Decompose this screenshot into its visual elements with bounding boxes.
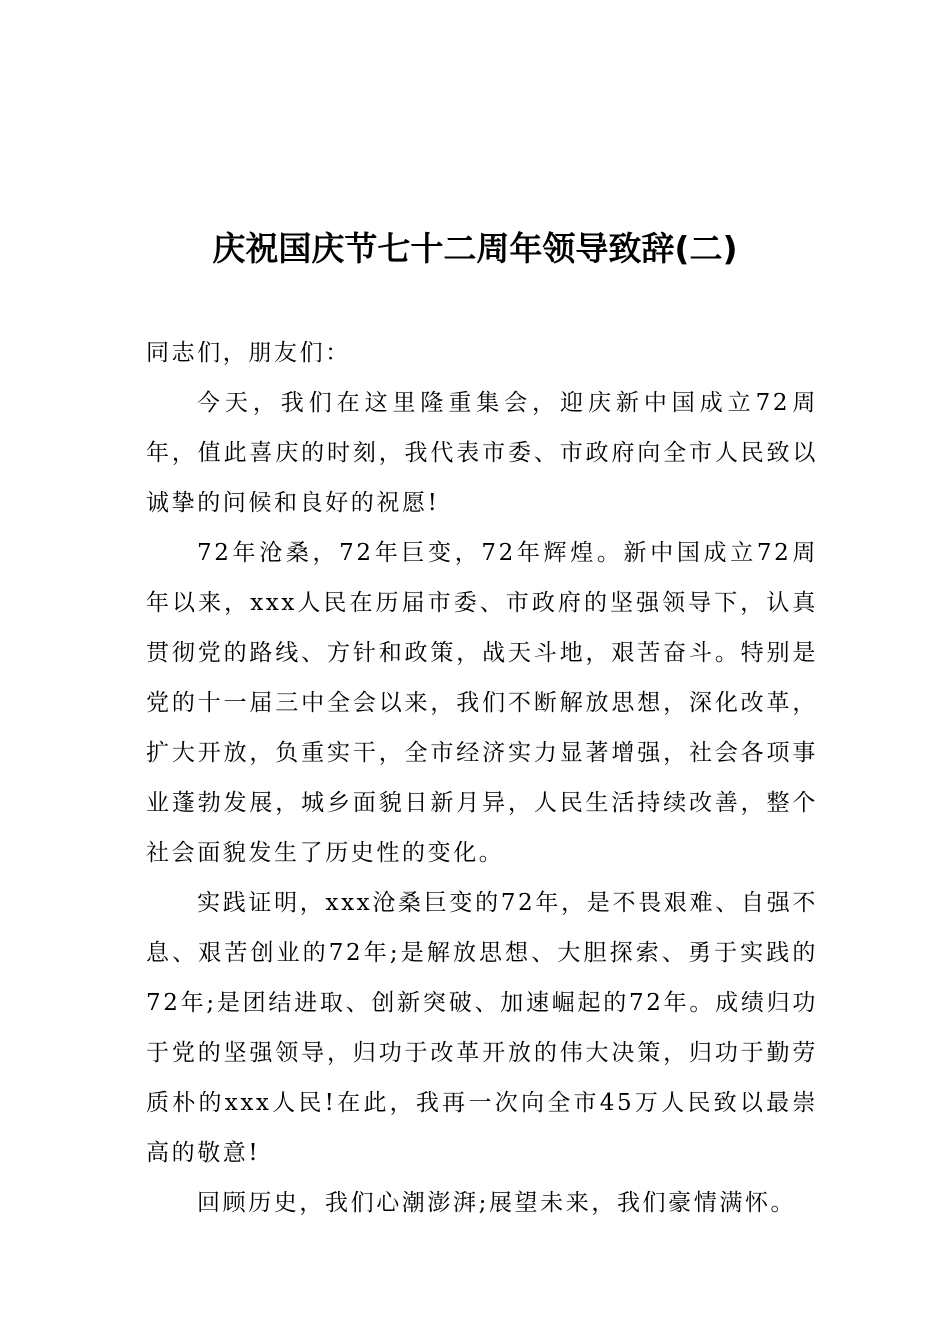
paragraph-3: 实践证明，xxx沧桑巨变的72年，是不畏艰难、自强不息、艰苦创业的72年;是解放思想、大胆探索、勇于实践的72年;是团结进取、创新突破、加速崛起的72年。成绩归功于党的坚强领导，归功于改革开放的伟大决策，归功于勤劳质朴的xxx人民!在此，我再一次向全市45万人民致以最崇高的敬意! xyxy=(146,890,818,1166)
paragraph-1: 今天，我们在这里隆重集会，迎庆新中国成立72周年，值此喜庆的时刻，我代表市委、市政府向全市人民致以诚挚的问候和良好的祝愿! xyxy=(146,390,818,516)
paragraph-2: 72年沧桑，72年巨变，72年辉煌。新中国成立72周年以来，xxx人民在历届市委、市政府的坚强领导下，认真贯彻党的路线、方针和政策，战天斗地，艰苦奋斗。特别是党的十一届三中全会以来，我们不断解放思想，深化改革，扩大开放，负重实干，全市经济实力显著增强，社会各项事业蓬勃发展，城乡面貌日新月异，人民生活持续改善，整个社会面貌发生了历史性的变化。 xyxy=(146,540,818,866)
salutation: 同志们，朋友们： xyxy=(146,340,351,366)
document-body xyxy=(146,328,818,1228)
document-title: 庆祝国庆节七十二周年领导致辞(二) xyxy=(212,229,738,268)
paragraph-4: 回顾历史，我们心潮澎湃;展望未来，我们豪情满怀。 xyxy=(197,1190,797,1216)
